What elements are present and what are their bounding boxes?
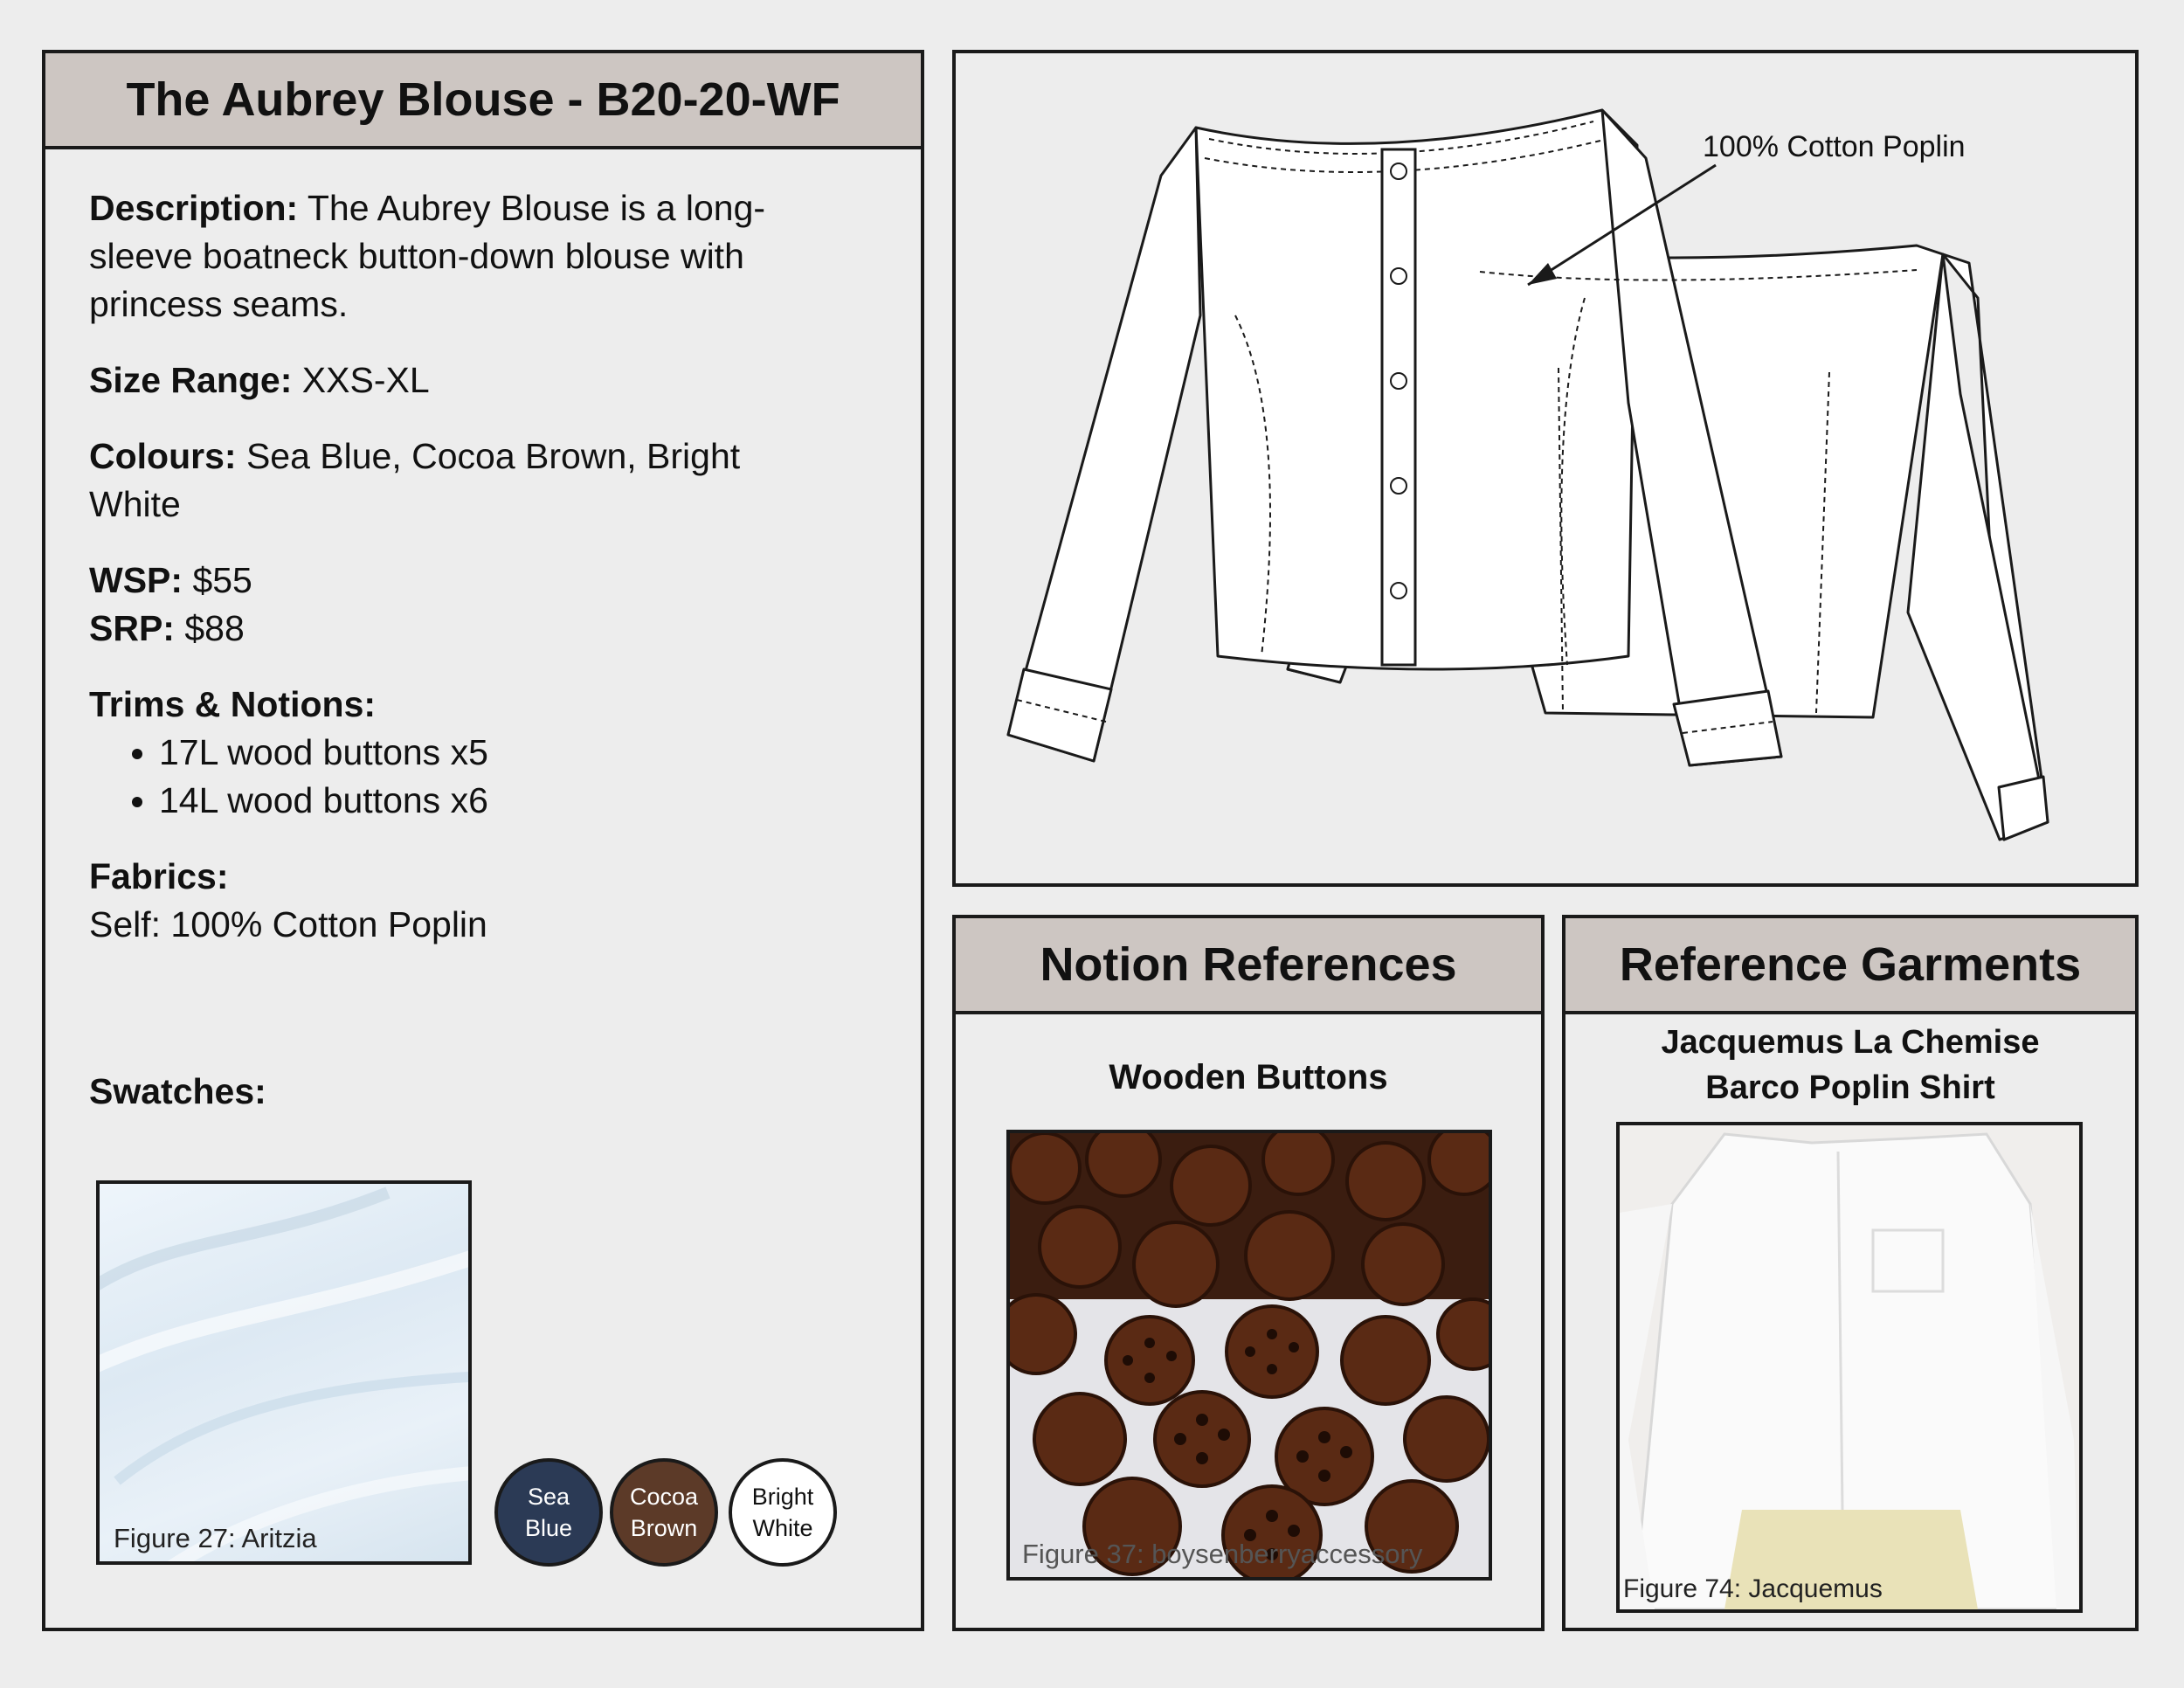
trims-label: Trims & Notions:: [89, 684, 377, 724]
notions-subtitle: Wooden Buttons: [1109, 1058, 1388, 1097]
size-label: Size Range:: [89, 360, 293, 400]
srp-label: SRP:: [89, 608, 175, 648]
spec-header: [45, 53, 921, 149]
page-title: The Aubrey Blouse - B20-20-WF: [126, 73, 840, 126]
garments-subtitle-line1: Jacquemus La Chemise: [1661, 1024, 2040, 1061]
wooden-buttons-image: [1006, 1130, 1492, 1581]
srp-value: $88: [184, 608, 245, 648]
notions-panel: [952, 915, 1545, 1631]
garments-header: [1565, 918, 2135, 1014]
srp: [89, 605, 814, 653]
spec-info: [89, 184, 814, 949]
trim-item: • 14L wood buttons x6: [159, 777, 814, 825]
garments-panel: [1562, 915, 2139, 1631]
notions-caption: Figure 37: boysenberryaccessory: [1022, 1539, 1423, 1569]
garments-title: Reference Garments: [1619, 938, 2082, 991]
wsp-value: $55: [192, 560, 252, 600]
reference-garment-image: [1616, 1122, 2083, 1613]
spec-panel: [42, 50, 924, 1631]
colours-label: Colours:: [89, 436, 237, 476]
swatch-caption: Figure 27: Aritzia: [114, 1523, 317, 1553]
colours: [89, 432, 814, 529]
fabric-callout: 100% Cotton Poplin: [1703, 130, 1966, 163]
wsp-label: WSP:: [89, 560, 183, 600]
wsp: [89, 557, 814, 605]
notions-header: [956, 918, 1541, 1014]
size-range: [89, 356, 814, 405]
garments-subtitle-line2: Barco Poplin Shirt: [1705, 1069, 1995, 1106]
reference-garment-photo: [1620, 1125, 2079, 1609]
trims-list: [89, 729, 814, 825]
technical-flat-sketch: [956, 53, 2135, 883]
wooden-buttons-photo: [1010, 1133, 1489, 1577]
swatches-label: Swatches:: [89, 1071, 266, 1111]
description-label: Description:: [89, 188, 299, 228]
colour-dot-cocoa-brown: Cocoa Brown: [610, 1458, 718, 1567]
fabric-swatch-image: [96, 1180, 472, 1565]
description: [89, 184, 814, 329]
notions-title: Notion References: [1040, 938, 1457, 991]
garments-subtitle: [1565, 1020, 2135, 1110]
fabrics-value: Self: 100% Cotton Poplin: [89, 904, 487, 944]
description-text: The Aubrey Blouse is a long-sleeve boatneck button-down blouse with princess seams.: [89, 188, 766, 324]
colour-dot-sea-blue: Sea Blue: [494, 1458, 603, 1567]
size-value: XXS-XL: [301, 360, 430, 400]
garments-caption: Figure 74: Jacquemus: [1623, 1574, 1883, 1603]
colour-dot-bright-white: Bright White: [729, 1458, 837, 1567]
trim-item: • 17L wood buttons x5: [159, 729, 814, 777]
fabrics-label: Fabrics:: [89, 856, 229, 896]
colours-value: Sea Blue, Cocoa Brown, Bright White: [89, 436, 741, 524]
sketch-panel: [952, 50, 2139, 887]
